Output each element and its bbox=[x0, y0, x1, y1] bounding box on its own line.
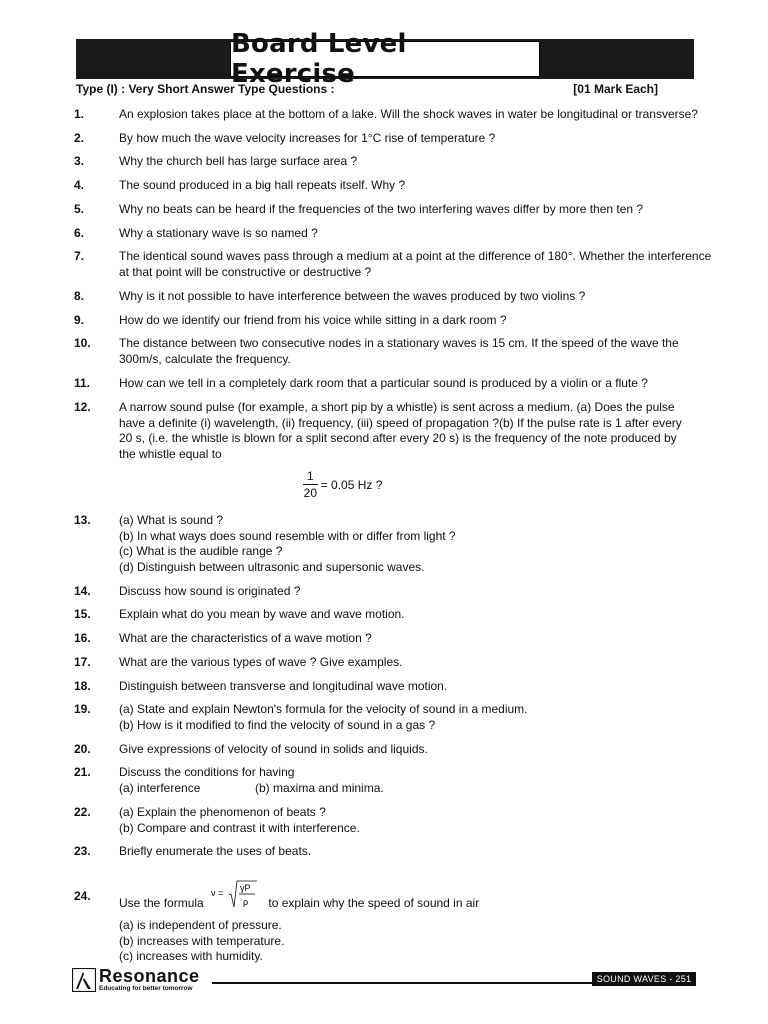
question-6 bbox=[74, 226, 698, 242]
question-24-subparts bbox=[74, 918, 698, 965]
question-text-end: to explain why the speed of sound in air bbox=[268, 896, 480, 911]
resonance-logo-icon bbox=[72, 968, 96, 992]
question-17 bbox=[74, 655, 698, 671]
question-number: 15. bbox=[74, 607, 91, 621]
question-subpart: (a) What is sound ? bbox=[119, 513, 224, 527]
question-number: 11. bbox=[74, 376, 91, 390]
question-number: 23. bbox=[74, 844, 91, 858]
velocity-formula bbox=[211, 883, 259, 919]
question-subpart: (a) Explain the phenomenon of beats ? bbox=[119, 805, 326, 819]
question-15 bbox=[74, 607, 698, 623]
question-subpart: (b) Compare and contrast it with interference. bbox=[119, 820, 360, 835]
question-text: How can we tell in a completely dark room that a particular sound is produced by a violin or a flute ? bbox=[119, 376, 648, 390]
question-number: 20. bbox=[74, 742, 91, 756]
question-text: An explosion takes place at the bottom of a lake. Will the shock waves in water be longitudinal or transverse? bbox=[119, 107, 698, 121]
question-8 bbox=[74, 289, 698, 305]
option-a: (a) interference bbox=[119, 780, 201, 795]
question-subpart: (b) In what ways does sound resemble with or differ from light ? bbox=[119, 528, 456, 543]
question-text: 300m/s, calculate the frequency. bbox=[119, 351, 291, 366]
question-text: Why the church bell has large surface area ? bbox=[119, 154, 358, 168]
question-text: Explain what do you mean by wave and wave motion. bbox=[119, 607, 405, 621]
question-14 bbox=[74, 584, 698, 600]
fraction bbox=[303, 469, 318, 501]
question-text: Why a stationary wave is so named ? bbox=[119, 226, 318, 240]
question-text-start: Use the formula bbox=[119, 896, 204, 911]
question-number: 13. bbox=[74, 513, 91, 527]
question-text: the whistle equal to bbox=[119, 446, 222, 461]
question-20 bbox=[74, 742, 698, 758]
question-13 bbox=[74, 513, 698, 575]
question-number: 22. bbox=[74, 805, 91, 819]
type-label: Type (I) : Very Short Answer Type Questions : bbox=[76, 82, 335, 96]
formula-result: = 0.05 Hz ? bbox=[320, 478, 383, 492]
question-number: 1. bbox=[74, 107, 85, 121]
question-subpart: (a) State and explain Newton's formula for the velocity of sound in a medium. bbox=[119, 702, 528, 716]
question-text: Briefly enumerate the uses of beats. bbox=[119, 844, 312, 858]
fraction-denominator: 20 bbox=[303, 486, 318, 500]
question-text: The identical sound waves pass through a medium at a point at the difference of 180°. Whether the interference bbox=[119, 249, 712, 263]
question-text bbox=[119, 883, 698, 919]
question-text: Discuss the conditions for having bbox=[119, 765, 295, 779]
question-text: By how much the wave velocity increases for 1°C rise of temperature ? bbox=[119, 131, 496, 145]
question-10 bbox=[74, 336, 698, 367]
question-options bbox=[119, 781, 698, 797]
question-number: 18. bbox=[74, 679, 91, 693]
question-number: 2. bbox=[74, 131, 85, 145]
question-text: Discuss how sound is originated ? bbox=[119, 584, 301, 598]
question-text: A narrow sound pulse (for example, a short pip by a whistle) is sent across a medium. (a) Does the pulse bbox=[119, 400, 675, 414]
question-subpart: (c) What is the audible range ? bbox=[119, 544, 283, 558]
question-text: The sound produced in a big hall repeats itself. Why ? bbox=[119, 178, 406, 192]
option-b: (b) maxima and minima. bbox=[255, 780, 384, 795]
question-number: 21. bbox=[74, 765, 91, 779]
brand-name: Resonance bbox=[99, 966, 200, 987]
brand-tagline: Educating for better tomorrow bbox=[99, 985, 193, 993]
marks-label: [01 Mark Each] bbox=[573, 82, 658, 96]
question-19 bbox=[74, 702, 698, 733]
question-7 bbox=[74, 249, 712, 280]
question-subpart: (b) How is it modified to find the velocity of sound in a gas ? bbox=[119, 717, 436, 732]
question-12 bbox=[74, 400, 698, 462]
question-text: What are the various types of wave ? Give examples. bbox=[119, 655, 403, 669]
question-text: How do we identify our friend from his voice while sitting in a dark room ? bbox=[119, 313, 507, 327]
question-number: 12. bbox=[74, 400, 91, 414]
fraction-numerator: 1 bbox=[303, 469, 318, 485]
question-text: What are the characteristics of a wave motion ? bbox=[119, 631, 372, 645]
question-text: at that point will be constructive or destructive ? bbox=[119, 264, 372, 279]
question-23 bbox=[74, 844, 698, 860]
footer-divider bbox=[212, 982, 592, 984]
question-number: 19. bbox=[74, 702, 91, 716]
question-number: 10. bbox=[74, 336, 91, 350]
question-text: Why is it not possible to have interference between the waves produced by two violins ? bbox=[119, 289, 586, 303]
question-subpart: (d) Distinguish between ultrasonic and supersonic waves. bbox=[119, 559, 425, 574]
sqrt-formula-graphic bbox=[211, 877, 259, 911]
question-11 bbox=[74, 376, 698, 392]
question-number: 8. bbox=[74, 289, 85, 303]
question-9 bbox=[74, 313, 698, 329]
section-page-label: SOUND WAVES - 251 bbox=[592, 972, 696, 986]
question-text: have a definite (i) wavelength, (ii) frequency, (iii) speed of propagation ?(b) If the pulse rate is 1 after every bbox=[119, 415, 682, 430]
question-type-heading bbox=[76, 82, 694, 96]
question-number: 4. bbox=[74, 178, 85, 192]
question-number: 7. bbox=[74, 249, 85, 263]
question-text: Why no beats can be heard if the frequencies of the two interfering waves differ by more then ten ? bbox=[119, 202, 644, 216]
question-2 bbox=[74, 131, 698, 147]
question-18 bbox=[74, 679, 698, 695]
question-subpart: (a) is independent of pressure. bbox=[119, 918, 282, 932]
question-number: 3. bbox=[74, 154, 85, 168]
resonance-logo bbox=[72, 966, 200, 994]
question-24 bbox=[74, 883, 698, 919]
question-text: 20 s, (i.e. the whistle is blown for a split second after every 20 s) is the frequency of the note produced by bbox=[119, 431, 677, 445]
title-box bbox=[230, 29, 540, 89]
question-subpart: (b) increases with temperature. bbox=[119, 933, 285, 948]
question-5 bbox=[74, 202, 698, 218]
question-subpart: (c) increases with humidity. bbox=[119, 949, 263, 963]
question-number: 17. bbox=[74, 655, 91, 669]
question-16 bbox=[74, 631, 698, 647]
question-text: The distance between two consecutive nodes in a stationary waves is 15 cm. If the speed of the wave the bbox=[119, 336, 679, 350]
question-text: Distinguish between transverse and longitudinal wave motion. bbox=[119, 679, 448, 693]
question-3 bbox=[74, 154, 698, 170]
question-number: 5. bbox=[74, 202, 85, 216]
page-title: Board Level Exercise bbox=[231, 29, 407, 89]
question-1 bbox=[74, 107, 698, 123]
question-number: 14. bbox=[74, 584, 91, 598]
question-21 bbox=[74, 765, 698, 796]
question-number: 24. bbox=[74, 889, 91, 903]
formula-lhs: ν = bbox=[211, 888, 224, 898]
question-number: 6. bbox=[74, 226, 85, 240]
question-4 bbox=[74, 178, 698, 194]
q12-frequency-formula bbox=[303, 469, 382, 501]
question-number: 9. bbox=[74, 313, 85, 327]
formula-numerator: γP bbox=[240, 883, 251, 893]
question-22 bbox=[74, 805, 698, 836]
question-number: 16. bbox=[74, 631, 91, 645]
question-text: Give expressions of velocity of sound in solids and liquids. bbox=[119, 742, 428, 756]
formula-denominator: ρ bbox=[243, 897, 249, 907]
